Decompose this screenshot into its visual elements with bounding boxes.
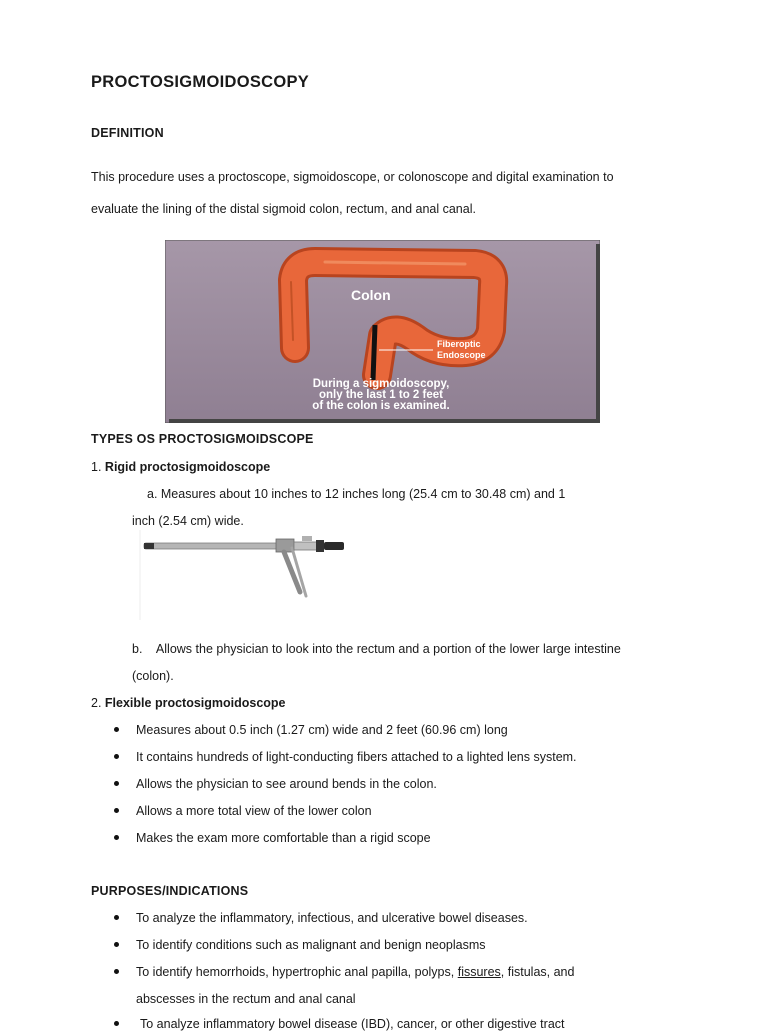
rigid-item — [91, 460, 270, 474]
endoscope-label-2: Endoscope — [437, 350, 486, 360]
rigid-b-line-1 — [132, 642, 621, 656]
rigid-label: Rigid proctosigmoidoscope — [104, 460, 271, 474]
bullet-dot — [114, 808, 119, 813]
bullet-dot — [114, 727, 119, 732]
endoscope-label-1: Fiberoptic — [437, 339, 481, 349]
purpose-bullet-4-partial: To analyze inflammatory bowel disease (IBD), cancer, or other digestive tract — [140, 1017, 565, 1031]
rigid-a-line-1: a. Measures about 10 inches to 12 inches long (25.4 cm to 30.48 cm) and 1 — [147, 487, 566, 501]
caption-line-1: During a sigmoidoscopy, — [312, 378, 450, 390]
flexible-bullet-4: Allows a more total view of the lower colon — [136, 804, 372, 818]
flexible-label: Flexible proctosigmoidoscope — [104, 696, 286, 710]
colon-illustration — [165, 240, 600, 423]
purpose-bullet-3-post: , fistulas, and — [500, 965, 575, 979]
endoscope-tube — [373, 325, 375, 380]
flexible-bullet-2: It contains hundreds of light-conducting fibers attached to a lighted lens system. — [136, 750, 577, 764]
rigid-b-text: Allows the physician to look into the rectum and a portion of the lower large intestine — [155, 642, 621, 656]
bullet-dot — [114, 942, 119, 947]
flexible-item — [91, 696, 286, 710]
purpose-bullet-3-pre: To identify hemorrhoids, hypertrophic anal papilla, polyps, — [136, 965, 458, 979]
bullet-dot — [114, 754, 119, 759]
purpose-bullet-2: To identify conditions such as malignant and benign neoplasms — [136, 938, 486, 952]
bullet-dot — [114, 915, 119, 920]
definition-line-1: This procedure uses a proctoscope, sigmoidoscope, or colonoscope and digital examination to — [91, 170, 614, 184]
purpose-bullet-3 — [136, 965, 574, 979]
flexible-bullet-5: Makes the exam more comfortable than a rigid scope — [136, 831, 431, 845]
rigid-b-marker: b. — [132, 642, 143, 656]
rigid-number: 1. — [91, 460, 102, 474]
purposes-heading: PURPOSES/INDICATIONS — [91, 884, 249, 898]
definition-line-2: evaluate the lining of the distal sigmoid colon, rectum, and anal canal. — [91, 202, 476, 216]
rigid-scope-image — [138, 530, 350, 620]
flexible-bullet-3: Allows the physician to see around bends in the colon. — [136, 777, 437, 791]
rigid-b-line-2: (colon). — [132, 669, 174, 683]
document-title: PROCTOSIGMOIDOSCOPY — [91, 73, 310, 91]
types-heading: TYPES OS PROCTOSIGMOIDSCOPE — [91, 432, 314, 446]
definition-heading: DEFINITION — [91, 126, 164, 140]
bullet-dot — [114, 781, 119, 786]
caption-line-3: of the colon is examined. — [312, 400, 450, 412]
bullet-dot — [114, 969, 119, 974]
fissures-link[interactable]: fissures — [457, 965, 501, 979]
flexible-number: 2. — [91, 696, 102, 710]
purpose-bullet-1: To analyze the inflammatory, infectious, and ulcerative bowel diseases. — [136, 911, 528, 925]
flexible-bullet-1: Measures about 0.5 inch (1.27 cm) wide and 2 feet (60.96 cm) long — [136, 723, 508, 737]
purpose-bullet-3-line-2: abscesses in the rectum and anal canal — [136, 992, 356, 1006]
colon-label: Colon — [351, 287, 391, 303]
caption-line-2: only the last 1 to 2 feet — [319, 389, 443, 401]
bullet-dot — [114, 835, 119, 840]
rigid-a-line-2: inch (2.54 cm) wide. — [132, 514, 244, 528]
